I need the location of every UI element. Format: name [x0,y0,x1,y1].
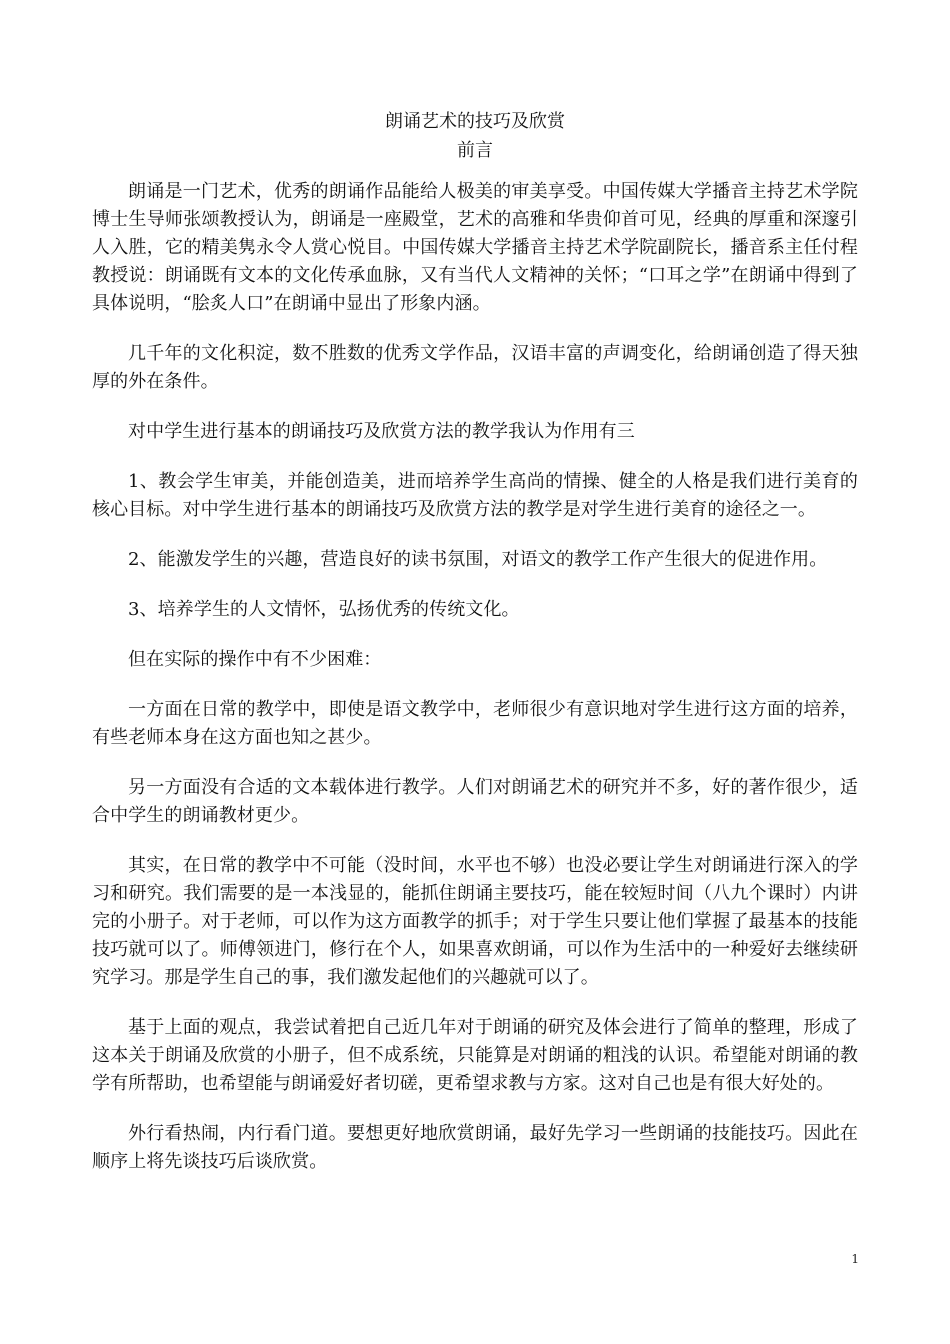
paragraph: 外行看热闹，内行看门道。要想更好地欣赏朗诵，最好先学习一些朗诵的技能技巧。因此在顺序上将先谈技巧后谈欣赏。 [92,1123,858,1172]
paragraph: 但在实际的操作中有不少困难： [128,649,382,670]
paragraph: 1、教会学生审美，并能创造美，进而培养学生高尚的情操、健全的人格是我们进行美育的核心目标。对中学生进行基本的朗诵技巧及欣赏方法的教学是对学生进行美育的途径之一。 [92,471,858,520]
paragraph: 2、能激发学生的兴趣，营造良好的读书氛围，对语文的教学工作产生很大的促进作用。 [128,549,828,570]
page-number: 1 [851,1252,859,1266]
paragraph: 另一方面没有合适的文本载体进行教学。人们对朗诵艺术的研究并不多，好的著作很少，适合中学生的朗诵教材更少。 [92,777,858,826]
paragraph: 对中学生进行基本的朗诵技巧及欣赏方法的教学我认为作用有三 [128,421,635,442]
paragraph: 一方面在日常的教学中，即使是语文教学中，老师很少有意识地对学生进行这方面的培养，有些老师本身在这方面也知之甚少。 [92,699,858,748]
document-subtitle: 前言 [457,140,493,161]
paragraph: 几千年的文化积淀，数不胜数的优秀文学作品，汉语丰富的声调变化，给朗诵创造了得天独厚的外在条件。 [92,343,858,392]
paragraph: 朗诵是一门艺术，优秀的朗诵作品能给人极美的审美享受。中国传媒大学播音主持艺术学院博士生导师张颂教授认为，朗诵是一座殿堂，艺术的高雅和华贵仰首可见，经典的厚重和深邃引人入胜，它的精美隽永令人赏心悦目。中国传媒大学播音主持艺术学院副院长，播音系主任付程教授说：朗诵既有文本的文化传承血脉，又有当代人文精神的关怀；“口耳之学”在朗诵中得到了具体说明，“脍炙人口”在朗诵中显出了形象内涵。 [92,181,858,314]
paragraph: 基于上面的观点，我尝试着把自己近几年对于朗诵的研究及体会进行了简单的整理，形成了这本关于朗诵及欣赏的小册子，但不成系统，只能算是对朗诵的粗浅的认识。希望能对朗诵的教学有所帮助，也希望能与朗诵爱好者切磋，更希望求教与方家。这对自己也是有很大好处的。 [92,1017,858,1094]
paragraph: 3、培养学生的人文情怀，弘扬优秀的传统文化。 [128,599,520,620]
document-title: 朗诵艺术的技巧及欣赏 [385,111,565,132]
paragraph: 其实，在日常的教学中不可能（没时间，水平也不够）也没必要让学生对朗诵进行深入的学习和研究。我们需要的是一本浅显的，能抓住朗诵主要技巧，能在较短时间（八九个课时）内讲完的小册子。对于老师，可以作为这方面教学的抓手；对于学生只要让他们掌握了最基本的技能技巧就可以了。师傅领进门，修行在个人，如果喜欢朗诵，可以作为生活中的一种爱好去继续研究学习。那是学生自己的事，我们激发起他们的兴趣就可以了。 [92,855,858,988]
document-body [92,178,858,1198]
